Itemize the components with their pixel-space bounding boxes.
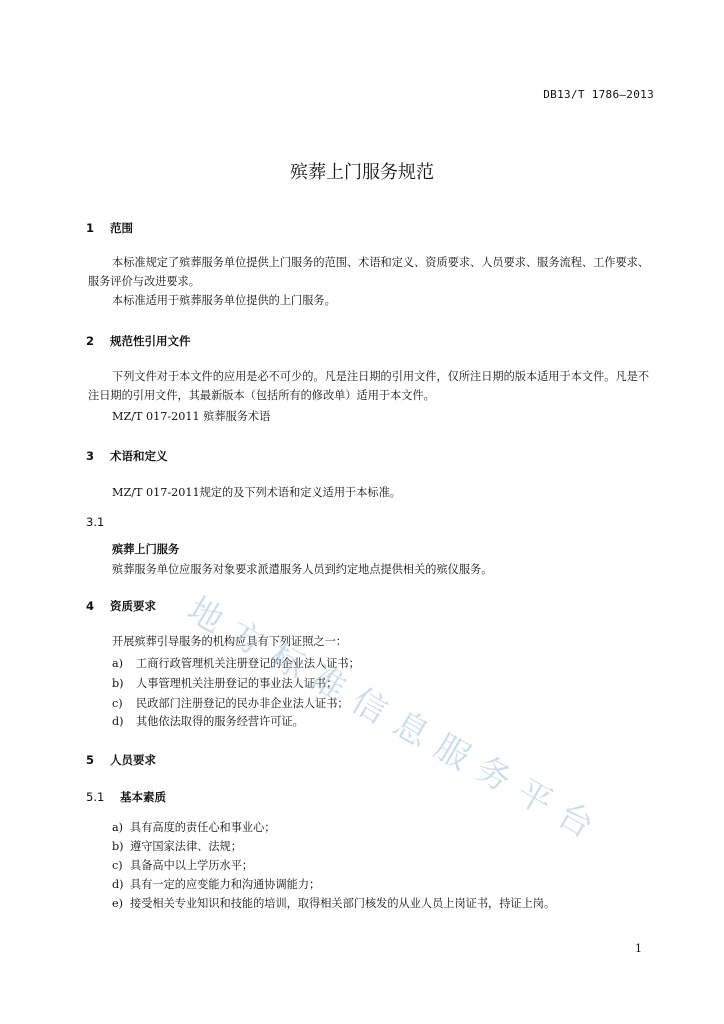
page-number: 1 [635, 942, 642, 955]
standard-number: DB13/T 1786—2013 [543, 88, 654, 101]
list-item-label: d) [112, 715, 124, 728]
term-name: 殡葬上门服务 [112, 543, 180, 556]
list-item-label: b) [112, 840, 124, 853]
list-item-text: 民政部门注册登记的民办非企业法人证书； [136, 697, 349, 710]
list-item-label: d) [112, 878, 124, 891]
section-2-paragraph-1: 下列文件对于本文件的应用是必不可少的。凡是注日期的引用文件，仅所注日期的版本适用于本文件。凡是不注日期的引用文件，其最新版本（包括所有的修改单）适用于本文件。 [88, 370, 650, 402]
section-number: 3 [86, 449, 95, 463]
section-title: 规范性引用文件 [110, 334, 191, 348]
section-title: 资质要求 [110, 599, 157, 613]
section-5-heading [86, 752, 156, 768]
section-number: 1 [86, 221, 95, 235]
list-item-text: 具有一定的应变能力和沟通协调能力； [130, 878, 321, 891]
watermark-char: 准 [303, 657, 353, 710]
watermark-char: 务 [468, 748, 518, 801]
section-title: 术语和定义 [110, 449, 168, 463]
watermark-char: 服 [427, 726, 477, 779]
section-3-heading [86, 448, 168, 464]
subsection-5-1-heading [86, 789, 166, 805]
section-1-heading [86, 220, 133, 236]
list-item-text: 人事管理机关注册登记的事业法人证书； [136, 677, 338, 690]
list-item-label: a) [112, 657, 124, 670]
watermark-char: 息 [386, 703, 436, 756]
section-number: 5 [86, 753, 95, 767]
list-item [112, 857, 253, 873]
list-item [112, 655, 360, 671]
list-item-text: 具备高中以上学历水平； [130, 859, 254, 872]
watermark-char: 标 [262, 635, 312, 688]
subsection-3-1-number: 3.1 [86, 515, 105, 529]
section-4-heading [86, 598, 156, 614]
document-title: 殡葬上门服务规范 [290, 162, 434, 183]
list-item-label: a) [112, 821, 124, 834]
normative-reference: MZ/T 017-2011 殡葬服务术语 [112, 410, 271, 423]
list-item [112, 695, 349, 711]
section-title: 范围 [110, 221, 134, 235]
list-item-label: c) [112, 697, 123, 710]
list-item [112, 895, 555, 911]
section-number: 2 [86, 334, 95, 348]
list-item-label: b) [112, 677, 124, 690]
section-number: 4 [86, 599, 95, 613]
section-1-paragraph-2: 本标准适用于殡葬服务单位提供的上门服务。 [112, 294, 336, 307]
list-item-text: 遵守国家法律、法规； [130, 840, 242, 853]
list-item-label: c) [112, 859, 123, 872]
watermark-char: 方 [221, 612, 271, 665]
section-title: 人员要求 [110, 753, 157, 767]
subsection-title: 基本素质 [120, 790, 167, 804]
watermark-char: 信 [344, 680, 394, 733]
list-item [112, 838, 242, 854]
watermark-char: 地 [180, 589, 230, 642]
subsection-number: 5.1 [86, 790, 105, 804]
section-3-paragraph-1: MZ/T 017-2011规定的及下列术语和定义适用于本标准。 [112, 486, 401, 499]
list-item [112, 675, 337, 691]
watermark-char: 平 [509, 771, 559, 824]
term-definition: 殡葬服务单位应服务对象要求派遣服务人员到约定地点提供相关的殡仪服务。 [112, 563, 493, 576]
section-1-paragraph-1: 本标准规定了殡葬服务单位提供上门服务的范围、术语和定义、资质要求、人员要求、服务流程、工作要求、服务评价与改进要求。 [88, 256, 650, 288]
list-item [112, 876, 320, 892]
list-item-text: 具有高度的责任心和事业心； [130, 821, 276, 834]
watermark-char: 台 [550, 794, 600, 847]
list-item-text: 工商行政管理机关注册登记的企业法人证书； [136, 657, 360, 670]
list-item [112, 819, 275, 835]
list-item-text: 接受相关专业知识和技能的培训，取得相关部门核发的从业人员上岗证书，持证上岗。 [130, 897, 556, 910]
list-item-text: 其他依法取得的服务经营许可证。 [136, 715, 304, 728]
section-2-heading [86, 333, 191, 349]
list-item-label: e) [112, 897, 123, 910]
list-item [112, 713, 304, 729]
section-4-intro: 开展殡葬引导服务的机构应具有下列证照之一： [112, 635, 347, 648]
